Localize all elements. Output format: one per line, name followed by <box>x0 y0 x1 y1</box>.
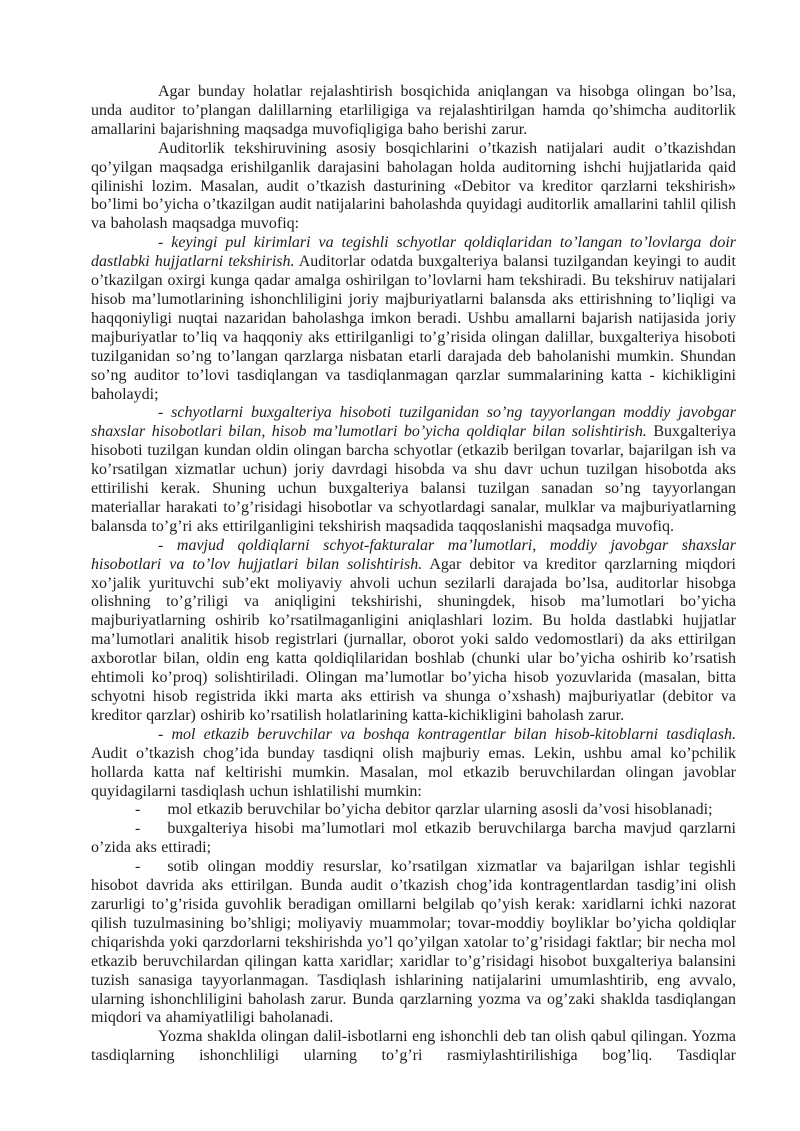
list-dash-marker: - <box>135 820 141 838</box>
document-paragraph <box>91 83 736 140</box>
italic-text-segment: - keyingi pul kirimlari va tegishli schyotlar qoldiqlaridan to’langan to’lovlarga doir dastlabki hujjatlarni tekshirish. <box>91 234 736 271</box>
text-segment: Buxgalteriya hisoboti tuzilgan kundan oldin olingan barcha schyotlar (etkazib berilgan tovarlar, bajarilgan ish va ko’rsatilgan xizmatlar uchun) joriy davrdagi hisobda va shu davr uchun tuzilgan hisobotda aks ettirilishi kerak. Shuning uchun buxgalteriya balansi tuzilgan sanadan so’ng tayyorlangan materiallar harakati to’g’risidagi hisobotlar va schyotlardagi sanalar, mulklar va majburiyatlarning balansda to’g’ri aks ettirilganligini tekshirish maqsadida taqqoslanishi maqsadga muvofiq. <box>91 423 737 535</box>
italic-text-segment: - mavjud qoldiqlarni schyot-fakturalar ma’lumotlari, moddiy javobgar shaxslar hisobotlari va to’lov hujjatlari bilan solishtirish. <box>91 536 736 573</box>
italic-text-segment: - schyotlarni buxgalteriya hisoboti tuzilganidan so’ng tayyorlangan moddiy javobgar shaxslar hisobotlari bilan, hisob ma’lumotlari bo’yicha qoldiqlar bilan solishtirish. <box>91 404 736 441</box>
text-segment: Yozma shaklda olingan dalil-isbotlarni eng ishonchli deb tan olish qabul qilingan. Yozma tasdiqlarning ishonchliligi ularning to’g’ri rasmiylashtirilishiga bog’liq. Tasdiqlar <box>91 1028 736 1065</box>
text-segment: Audit o’tkazish chog’ida bunday tasdiqni olish majburiy emas. Lekin, ushbu amal ko’pchilik hollarda katta naf keltirishi mumkin. Masalan, mol etkazib beruvchilardan olingan javoblar quyidagilarni tasdiqlash uchun ishlatilishi mumkin: <box>91 744 736 800</box>
text-segment: Agar bunday holatlar rejalashtirish bosqichida aniqlangan va hisobga olingan bo’lsa, unda auditor to’plangan dalillarning etarliligiga va rejalashtirilgan hamda qo’shimcha auditorlik amallarini bajarishning maqsadga muvofiqligiga baho berishi zarur. <box>91 83 736 138</box>
text-segment: sotib olingan moddiy resurslar, ko’rsatilgan xizmatlar va bajarilgan ishlar tegishli hisobot davrida aks ettirilgan. Bunda audit o’tkazish chog’ida kontragentlardan tasdig’ini olish zarurligi to’g’risida guvohlik beradigan omillarni belgilab qo’yish kerak: xaridlarni ichki nazorat qilish tuzulmasining bo’shligi; moliyaviy muammolar; tovar-moddiy boyliklar bo’yicha qoldiqlar chiqarishda yoki qarzdorlarni tekshirishda yo’l qo’yilgan xatolar to’g’risidagi faktlar; bir necha mol etkazib beruvchilardan qilingan katta xaridlar; xaridlar to’g’risidagi hisobot buxgalteriya balansini tuzish sanasiga tayyorlanmagan. Tasdiqlash ishlarining natijalarini umumlashtirib, eng avvalo, ularning ishonchliligini baholash zarur. Bunda qarzlarning yozma va og’zaki shaklda tasdiqlangan miqdori va ahamiyatliligi baholanadi. <box>91 858 736 1027</box>
document-paragraph <box>91 234 736 404</box>
text-segment: Agar debitor va kreditor qarzlarning miqdori xo’jalik yurituvchi sub’ekt moliyaviy ahvoli uchun sezilarli darajada bo’lsa, auditorlar hisobga olishning to’g’riligi va aniqligini tekshirishi, shuningdek, hisob ma’lumotlari bo’yicha majburiyatlarning oshirib ko’rsatilmaganligini aniqlashlari lozim. Bu holda dastlabki hujjatlar ma’lumotlari analitik hisob registrlari (jurnallar, oborot yoki saldo vedomostlari) da aks ettirilgan axborotlar bilan, oldin eng katta qoldiqlilaridan boshlab (chunki ular bo’yicha oshirib ko’rsatish ehtimoli ko’proq) solishtiriladi. Olingan ma’lumotlar bo’yicha hisob yozuvlarida (masalan, bitta schyotni hisob registrida ikki marta aks ettirish va shunga o’xshash) majburiyatlar (debitor va kreditor qarzlar) oshirib ko’rsatilish holatlarining katta-kichikligini baholash zarur. <box>91 555 736 724</box>
document-paragraph <box>91 820 736 858</box>
text-segment: buxgalteriya hisobi ma’lumotlari mol etkazib beruvchilarga barcha mavjud qarzlarni o’zida aks ettiradi; <box>91 820 736 857</box>
text-segment: Auditorlik tekshiruvining asosiy bosqichlarini o’tkazish natijalari audit o’tkazishdan qo’yilgan maqsadga erishilganlik darajasini baholagan holda auditorning ishchi hujjatlarida qaid qilinishi lozim. Masalan, audit o’tkazish dasturining «Debitor va kreditor qarzlarni tekshirish» bo’limi bo’yicha o’tkazilgan audit natijalarini baholashda quyidagi auditorlik amallarini tahlil qilish va baholash maqsadga muvofiq: <box>91 139 736 233</box>
italic-text-segment: - mol etkazib beruvchilar va boshqa kontragentlar bilan hisob-kitoblarni tasdiqlash. <box>158 725 736 743</box>
text-segment: Auditorlar odatda buxgalteriya balansi tuzilgandan keyingi to audit o’tkazilgan oxirgi kunga qadar amalga oshirilgan to’lovlarni ham tekshiradi. Bu tekshiruv natijalari hisob ma’lumotlarining ishonchliligini joriy majburiyatlarni balansda aks ettirishning to’liqligi va haqqoniyligi nuqtai nazaridan baholashga imkon beradi. Ushbu amallarni bajarish natijasida joriy majburiyatlar to’liq va haqqoniy aks ettirilganligi to’g’risida olingan dalillar, buxgalteriya hisoboti tuzilganidan so’ng to’langan qarzlarga nisbatan etarli darajada deb baholanishi mumkin. Shundan so’ng auditor to’lovi tasdiqlangan va tasdiqlanmagan qarzlar summalarining katta - kichikligini baholaydi; <box>91 253 736 403</box>
list-dash-marker: - <box>135 801 141 819</box>
document-body <box>91 83 736 1066</box>
list-dash-marker: - <box>135 858 141 876</box>
document-paragraph <box>91 537 736 726</box>
document-paragraph <box>91 1028 736 1066</box>
text-segment: mol etkazib beruvchilar bo’yicha debitor qarzlar ularning asosli da’vosi hisoblanadi; <box>167 801 713 819</box>
document-paragraph <box>91 858 736 1028</box>
document-paragraph <box>91 801 736 820</box>
document-paragraph <box>91 726 736 802</box>
document-paragraph <box>91 140 736 235</box>
document-paragraph <box>91 404 736 536</box>
